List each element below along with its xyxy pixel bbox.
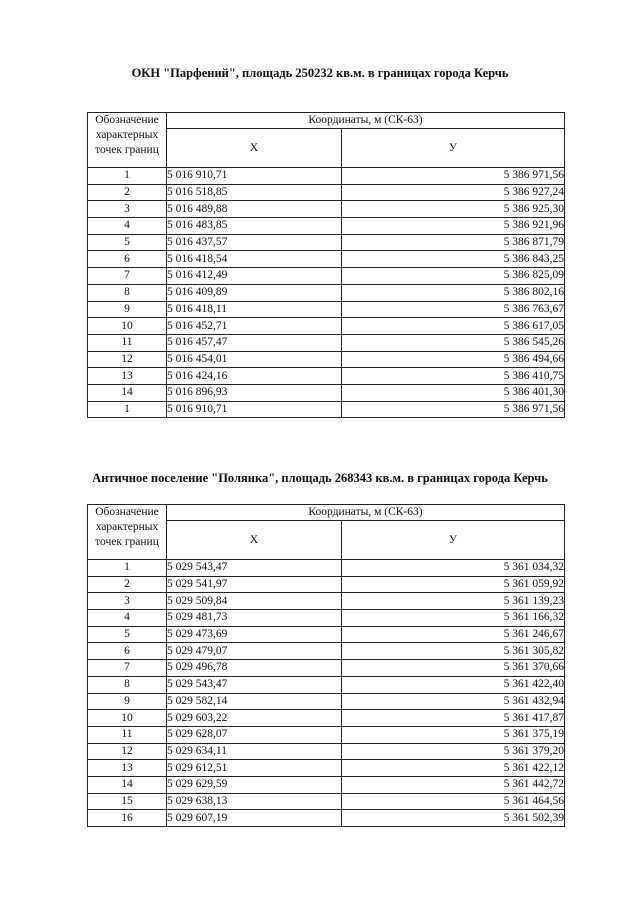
y-coordinate: 5 361 139,23	[342, 593, 565, 610]
table-row	[88, 168, 565, 185]
table-row	[88, 301, 565, 318]
point-number: 11	[88, 726, 167, 743]
x-coordinate: 5 016 454,01	[167, 351, 342, 368]
y-coordinate: 5 361 417,87	[342, 710, 565, 727]
y-coordinate: 5 386 971,56	[342, 401, 565, 418]
x-coordinate: 5 029 612,51	[167, 760, 342, 777]
y-coordinate: 5 361 432,94	[342, 693, 565, 710]
y-coordinate: 5 361 166,32	[342, 610, 565, 627]
y-coordinate: 5 361 379,20	[342, 743, 565, 760]
y-coordinate: 5 386 921,96	[342, 218, 565, 235]
table-row	[88, 318, 565, 335]
coordinates-header: Координаты, м (СК-63)	[167, 505, 565, 521]
point-number: 5	[88, 234, 167, 251]
y-coordinate: 5 361 442,72	[342, 776, 565, 793]
coordinates-table-polyanka	[87, 504, 565, 827]
table-row	[88, 626, 565, 643]
x-coordinate: 5 016 483,85	[167, 218, 342, 235]
section1-title: ОКН "Парфений", площадь 250232 кв.м. в границах города Керчь	[131, 66, 509, 80]
point-number: 10	[88, 710, 167, 727]
point-number: 12	[88, 743, 167, 760]
x-coordinate: 5 016 896,93	[167, 384, 342, 401]
point-number: 4	[88, 218, 167, 235]
y-coordinate: 5 386 401,30	[342, 384, 565, 401]
y-coordinate: 5 361 422,12	[342, 760, 565, 777]
x-coordinate: 5 016 424,16	[167, 368, 342, 385]
coordinates-table-parfeniy	[87, 112, 565, 418]
point-number: 13	[88, 760, 167, 777]
y-coordinate: 5 361 502,39	[342, 810, 565, 827]
x-coordinate: 5 016 418,54	[167, 251, 342, 268]
x-coordinate: 5 029 634,11	[167, 743, 342, 760]
point-number: 1	[88, 401, 167, 418]
table-row	[88, 593, 565, 610]
x-coordinate: 5 016 437,57	[167, 234, 342, 251]
table-row	[88, 401, 565, 418]
point-number: 8	[88, 284, 167, 301]
table-row	[88, 201, 565, 218]
y-coordinate: 5 361 464,56	[342, 793, 565, 810]
y-coordinate: 5 386 927,24	[342, 184, 565, 201]
x-coordinate: 5 016 489,88	[167, 201, 342, 218]
y-coordinate: 5 361 422,40	[342, 676, 565, 693]
x-coordinate: 5 029 496,78	[167, 660, 342, 677]
x-coordinate: 5 029 543,47	[167, 560, 342, 577]
point-number: 14	[88, 384, 167, 401]
point-number: 7	[88, 268, 167, 285]
table-row	[88, 760, 565, 777]
y-column-header: У	[342, 521, 565, 560]
x-coordinate: 5 016 910,71	[167, 401, 342, 418]
x-coordinate: 5 029 607,19	[167, 810, 342, 827]
table-row	[88, 576, 565, 593]
x-coordinate: 5 029 582,14	[167, 693, 342, 710]
point-number: 8	[88, 676, 167, 693]
point-number: 6	[88, 643, 167, 660]
table-row	[88, 284, 565, 301]
x-coordinate: 5 016 452,71	[167, 318, 342, 335]
x-coordinate: 5 016 518,85	[167, 184, 342, 201]
x-coordinate: 5 016 418,11	[167, 301, 342, 318]
coordinates-header: Координаты, м (СК-63)	[167, 113, 565, 129]
x-column-header: Х	[167, 521, 342, 560]
table-row	[88, 726, 565, 743]
y-coordinate: 5 361 375,19	[342, 726, 565, 743]
x-coordinate: 5 029 509,84	[167, 593, 342, 610]
point-number: 13	[88, 368, 167, 385]
table-row	[88, 234, 565, 251]
x-coordinate: 5 029 638,13	[167, 793, 342, 810]
table-row	[88, 676, 565, 693]
section2-title: Античное поселение "Полянка", площадь 268343 кв.м. в границах города Керчь	[92, 471, 548, 485]
y-coordinate: 5 386 802,16	[342, 284, 565, 301]
y-coordinate: 5 361 370,66	[342, 660, 565, 677]
point-number: 12	[88, 351, 167, 368]
point-number: 7	[88, 660, 167, 677]
table-row	[88, 743, 565, 760]
y-coordinate: 5 386 617,05	[342, 318, 565, 335]
table-row	[88, 560, 565, 577]
x-coordinate: 5 029 479,07	[167, 643, 342, 660]
x-coordinate: 5 029 629,59	[167, 776, 342, 793]
x-coordinate: 5 029 603,22	[167, 710, 342, 727]
x-coordinate: 5 016 412,49	[167, 268, 342, 285]
point-number: 1	[88, 560, 167, 577]
table-row	[88, 351, 565, 368]
x-coordinate: 5 029 543,47	[167, 676, 342, 693]
y-coordinate: 5 386 545,26	[342, 334, 565, 351]
x-coordinate: 5 029 628,07	[167, 726, 342, 743]
x-coordinate: 5 016 409,89	[167, 284, 342, 301]
x-coordinate: 5 016 910,71	[167, 168, 342, 185]
y-coordinate: 5 386 925,30	[342, 201, 565, 218]
table-row	[88, 251, 565, 268]
table-row	[88, 710, 565, 727]
table-row	[88, 776, 565, 793]
point-number: 3	[88, 593, 167, 610]
point-number: 9	[88, 693, 167, 710]
table-row	[88, 793, 565, 810]
table-row	[88, 384, 565, 401]
table-row	[88, 368, 565, 385]
y-coordinate: 5 361 305,82	[342, 643, 565, 660]
point-number: 3	[88, 201, 167, 218]
y-coordinate: 5 386 971,56	[342, 168, 565, 185]
point-number: 2	[88, 576, 167, 593]
x-coordinate: 5 016 457,47	[167, 334, 342, 351]
y-coordinate: 5 361 246,67	[342, 626, 565, 643]
y-coordinate: 5 386 763,67	[342, 301, 565, 318]
point-number: 16	[88, 810, 167, 827]
point-number: 2	[88, 184, 167, 201]
table-row	[88, 268, 565, 285]
y-coordinate: 5 386 843,25	[342, 251, 565, 268]
y-coordinate: 5 386 494,66	[342, 351, 565, 368]
point-number: 10	[88, 318, 167, 335]
point-number: 9	[88, 301, 167, 318]
table-row	[88, 184, 565, 201]
x-coordinate: 5 029 473,69	[167, 626, 342, 643]
y-coordinate: 5 361 034,32	[342, 560, 565, 577]
designation-header: Обозначение характерных точек границ	[88, 113, 167, 168]
table-row	[88, 660, 565, 677]
table-row	[88, 810, 565, 827]
point-number: 1	[88, 168, 167, 185]
y-coordinate: 5 361 059,92	[342, 576, 565, 593]
y-column-header: У	[342, 129, 565, 168]
table-row	[88, 610, 565, 627]
x-column-header: Х	[167, 129, 342, 168]
point-number: 5	[88, 626, 167, 643]
y-coordinate: 5 386 871,79	[342, 234, 565, 251]
table-row	[88, 334, 565, 351]
point-number: 15	[88, 793, 167, 810]
y-coordinate: 5 386 825,09	[342, 268, 565, 285]
x-coordinate: 5 029 481,73	[167, 610, 342, 627]
point-number: 14	[88, 776, 167, 793]
point-number: 11	[88, 334, 167, 351]
table-row	[88, 643, 565, 660]
y-coordinate: 5 386 410,75	[342, 368, 565, 385]
x-coordinate: 5 029 541,97	[167, 576, 342, 593]
table-row	[88, 218, 565, 235]
table-row	[88, 693, 565, 710]
point-number: 6	[88, 251, 167, 268]
point-number: 4	[88, 610, 167, 627]
designation-header: Обозначение характерных точек границ	[88, 505, 167, 560]
